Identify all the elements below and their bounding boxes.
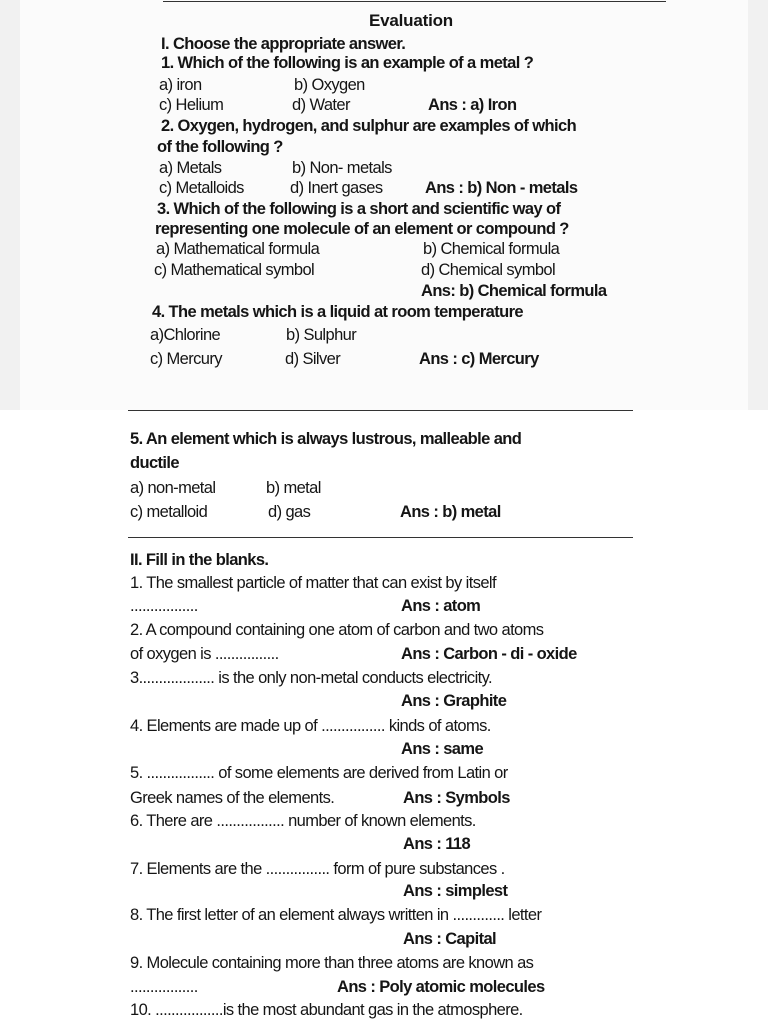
blank-2-line-1: 2. A compound containing one atom of carbon and two atoms: [130, 621, 544, 639]
q1-option-d: d) Water: [292, 96, 350, 114]
divider-2: [128, 537, 633, 538]
q5-option-c: c) metalloid: [130, 503, 208, 521]
blank-3-line-1: 3................... is the only non-metal conducts electricity.: [130, 669, 493, 687]
question-5-line-1: 5. An element which is always lustrous, malleable and: [130, 430, 522, 448]
question-3-line-1: 3. Which of the following is a short and scientific way of: [157, 200, 561, 218]
q1-option-b: b) Oxygen: [294, 76, 365, 94]
question-2-line-2: of the following ?: [157, 138, 283, 156]
blank-3-answer: Ans : Graphite: [401, 692, 507, 710]
blank-9-answer: Ans : Poly atomic molecules: [337, 978, 545, 996]
question-5-line-2: ductile: [130, 454, 179, 472]
question-1-text: 1. Which of the following is an example of a metal ?: [161, 54, 534, 72]
q3-option-b: b) Chemical formula: [423, 240, 560, 258]
q3-option-c: c) Mathematical symbol: [154, 261, 315, 279]
section1-heading: I. Choose the appropriate answer.: [161, 35, 406, 53]
q5-answer: Ans : b) metal: [400, 503, 501, 521]
blank-2-line-2: of oxygen is ................: [130, 645, 279, 663]
q4-option-c: c) Mercury: [150, 350, 222, 368]
blank-9-line-1: 9. Molecule containing more than three atoms are known as: [130, 954, 534, 972]
blank-7-answer: Ans : simplest: [403, 882, 508, 900]
q4-answer: Ans : c) Mercury: [419, 350, 539, 368]
q2-option-a: a) Metals: [159, 159, 222, 177]
page-title: Evaluation: [369, 11, 453, 30]
blank-8-line-1: 8. The first letter of an element always written in ............. letter: [130, 906, 542, 924]
q3-option-a: a) Mathematical formula: [156, 240, 320, 258]
q3-option-d: d) Chemical symbol: [421, 261, 556, 279]
blank-6-answer: Ans : 118: [403, 835, 471, 853]
blank-5-line-2: Greek names of the elements.: [130, 789, 335, 807]
q2-answer: Ans : b) Non - metals: [425, 179, 578, 197]
q2-option-b: b) Non- metals: [292, 159, 392, 177]
q3-answer: Ans: b) Chemical formula: [421, 282, 607, 300]
blank-6-line-1: 6. There are ................. number of known elements.: [130, 812, 476, 830]
q1-answer: Ans : a) Iron: [428, 96, 517, 114]
blank-1-line-2: .................: [130, 597, 198, 615]
q2-option-d: d) Inert gases: [290, 179, 383, 197]
q4-option-d: d) Silver: [285, 350, 341, 368]
question-3-line-2: representing one molecule of an element or compound ?: [155, 220, 569, 238]
blank-1-answer: Ans : atom: [401, 597, 481, 615]
question-4-text: 4. The metals which is a liquid at room temperature: [152, 303, 523, 321]
blank-7-line-1: 7. Elements are the ................ form of pure substances .: [130, 860, 505, 878]
q1-option-c: c) Helium: [159, 96, 224, 114]
blank-8-answer: Ans : Capital: [403, 930, 497, 948]
question-2-line-1: 2. Oxygen, hydrogen, and sulphur are examples of which: [161, 117, 577, 135]
q5-option-b: b) metal: [266, 479, 321, 497]
q5-option-d: d) gas: [268, 503, 311, 521]
blank-5-answer: Ans : Symbols: [403, 789, 510, 807]
blank-5-line-1: 5. ................. of some elements are derived from Latin or: [130, 764, 508, 782]
blank-2-answer: Ans : Carbon - di - oxide: [401, 645, 577, 663]
q1-option-a: a) iron: [159, 76, 202, 94]
section2-heading: II. Fill in the blanks.: [130, 551, 269, 569]
blank-9-line-2: .................: [130, 978, 198, 996]
q2-option-c: c) Metalloids: [159, 179, 244, 197]
divider-1: [128, 410, 633, 411]
q4-option-a: a)Chlorine: [150, 326, 221, 344]
q5-option-a: a) non-metal: [130, 479, 216, 497]
blank-4-line-1: 4. Elements are made up of ................ kinds of atoms.: [130, 717, 491, 735]
blank-1-line-1: 1. The smallest particle of matter that can exist by itself: [130, 574, 496, 592]
top-rule: [163, 1, 666, 2]
blank-4-answer: Ans : same: [401, 740, 484, 758]
q4-option-b: b) Sulphur: [286, 326, 357, 344]
blank-10-line-1: 10. .................is the most abundant gas in the atmosphere.: [130, 1001, 523, 1019]
